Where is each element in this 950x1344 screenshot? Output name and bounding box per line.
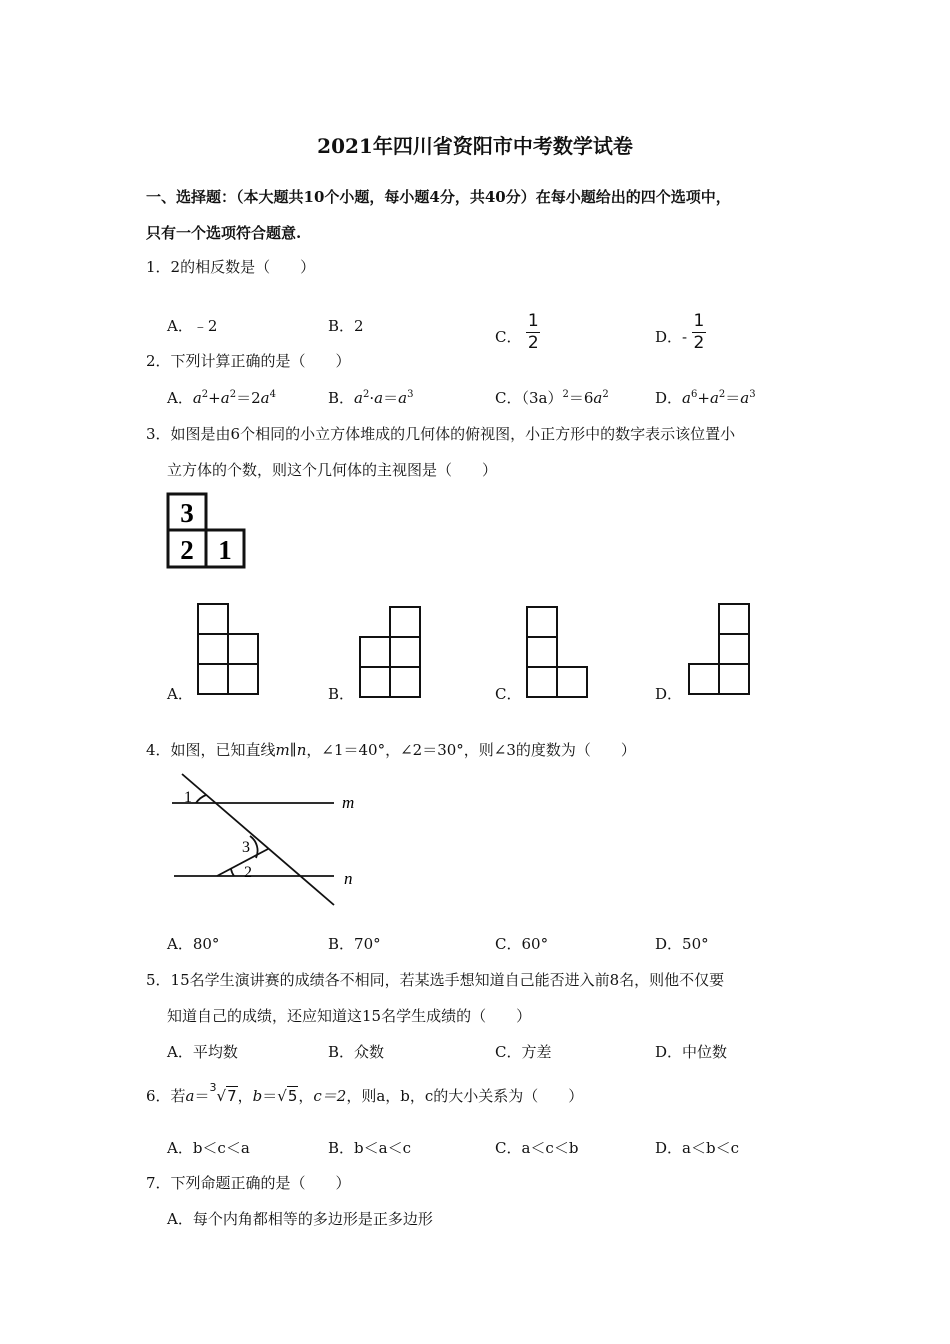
q3-option-d-label: D． [655,685,683,703]
transversal [182,774,334,905]
q1-option-c [495,313,540,352]
line-m-label: m [342,793,355,812]
q1-d-denominator: 2 [693,333,705,353]
q5-option-d: D．中位数 [655,1043,728,1061]
q5-option-a: A．平均数 [167,1043,238,1061]
q3-option-a-label: A． [167,685,193,703]
q4-option-c: C．60° [495,935,549,953]
q3-stem-line2: 立方体的个数，则这个几何体的主视图是（ ） [167,461,498,479]
q6-option-d: D．a＜b＜c [655,1139,739,1157]
angle-1-label: 1 [184,789,192,806]
q1-option-c-label: C． [495,328,522,346]
q4-option-b: B．70° [328,935,381,953]
q5-option-c: C．方差 [495,1043,552,1061]
q1-option-d-label: D． [655,328,683,346]
q7-option-a: A．每个内角都相等的多边形是正多边形 [167,1210,433,1228]
q4-stem: 4．如图，已知直线m∥n，∠1＝40°，∠2＝30°，则∠3的度数为（ ） [146,741,636,759]
q3-option-c-label: C． [495,685,522,703]
line-n-label: n [344,869,353,888]
angle-3-label: 3 [242,839,250,856]
q4-option-d: D．50° [655,935,709,953]
q5-stem-line2: 知道自己的成绩，还应知道这15名学生成绩的（ ） [167,1007,532,1025]
q1-option-d [655,313,706,352]
q1-c-denominator: 2 [527,333,539,353]
q3-option-c-figure [526,606,588,698]
q7-stem: 7．下列命题正确的是（ ） [146,1174,351,1192]
q2-option-c: C．$(3a)^2=6a^2$ [495,389,609,407]
q6-stem: 6．若a＝$^3$√7，b＝√5，c＝2，则a，b，c的大小关系为（ ） [146,1081,584,1105]
q4-parallel-lines-figure [168,770,368,910]
square-root-5: √5 [277,1087,298,1105]
q5-stem-line1: 5．15名学生演讲赛的成绩各不相同，若某选手想知道自己能否进入前8名，则他不仅要 [146,971,725,989]
q1-option-a: A．﹣2 [167,317,218,335]
q3-top-view-grid [166,492,248,570]
section-heading-line2: 只有一个选项符合题意. [146,224,302,242]
q3-option-d-figure [688,603,750,695]
page-title: 2021年四川省资阳市中考数学试卷 [317,134,633,158]
section-heading-line1: 一、选择题：（本大题共10个小题，每小题4分，共40分）在每小题给出的四个选项中， [146,188,731,206]
angle-2-label: 2 [244,864,252,881]
q1-option-b: B．2 [328,317,364,335]
q3-option-b-figure [359,606,421,698]
grid-number-bottom-left: 2 [180,535,194,565]
q2-option-a: A．$a^2+a^2=2a^4$ [167,389,276,407]
grid-number-bottom-right: 1 [218,535,232,565]
q1-d-numerator: 1 [693,311,705,331]
q2-option-d: D．$a^6+a^2=a^3$ [655,389,756,407]
q1-c-numerator: 1 [527,311,539,331]
q2-option-b: B．$a^2\cdot a=a^3$ [328,389,414,407]
q1-d-sign: - [682,328,688,346]
q1-stem: 1．2的相反数是（ ） [146,258,316,276]
q6-option-c: C．a＜c＜b [495,1139,579,1157]
cube-root-7: $^3$√7 [209,1081,237,1105]
q1-option-d-fraction [692,313,706,352]
q5-option-b: B．众数 [328,1043,385,1061]
q6-option-b: B．b＜a＜c [328,1139,411,1157]
grid-number-top: 3 [180,498,194,528]
q1-option-c-fraction [526,313,540,352]
q3-option-b-label: B． [328,685,355,703]
q3-stem-line1: 3．如图是由6个相同的小立方体堆成的几何体的俯视图，小正方形中的数字表示该位置小 [146,425,736,443]
q6-option-a: A．b＜c＜a [167,1139,250,1157]
q4-option-a: A．80° [167,935,220,953]
q3-option-a-figure [197,603,259,695]
q2-stem: 2．下列计算正确的是（ ） [146,352,351,370]
